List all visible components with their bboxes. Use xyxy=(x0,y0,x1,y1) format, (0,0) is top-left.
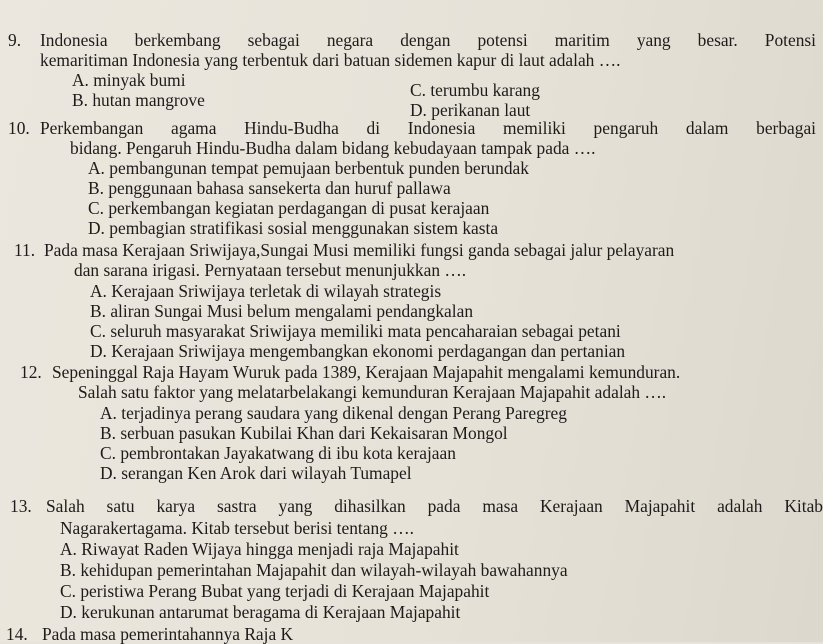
option-b: B. hutan mangrove xyxy=(72,90,205,110)
option-b: B. kehidupan pemerintahan Majapahit dan wilayah-wilayah bawahannya xyxy=(60,560,568,580)
option-a: A. Riwayat Raden Wijaya hingga menjadi raja Majapahit xyxy=(60,539,459,559)
question-stem-line: dan sarana irigasi. Pernyataan tersebut menunjukkan …. xyxy=(74,260,467,280)
question-stem-line: Sepeninggal Raja Hayam Wuruk pada 1389, Kerajaan Majapahit mengalami kemunduran. xyxy=(52,362,681,382)
question-stem-line: Nagarakertagama. Kitab tersebut berisi tentang …. xyxy=(60,518,414,538)
question-number: 10. xyxy=(8,118,30,138)
question-number: 9. xyxy=(8,30,22,50)
option-d: D. Kerajaan Sriwijaya mengembangkan ekonomi perdagangan dan pertanian xyxy=(90,341,626,361)
question-stem-line: Salah satu faktor yang melatarbelakangi kemunduran Kerajaan Majapahit adalah …. xyxy=(78,382,667,402)
option-a: A. pembangunan tempat pemujaan berbentuk punden berundak xyxy=(88,158,529,178)
option-b: B. aliran Sungai Musi belum mengalami pendangkalan xyxy=(90,301,474,321)
option-d: D. pembagian stratifikasi sosial menggunakan sistem kasta xyxy=(88,218,499,238)
question-stem-line: Pada masa pemerintahannya Raja K xyxy=(42,624,294,644)
question-stem-line: Salah satu karya sastra yang dihasilkan pada masa Kerajaan Majapahit adalah Kitab xyxy=(46,496,823,516)
option-a: A. terjadinya perang saudara yang dikenal dengan Perang Paregreg xyxy=(100,403,567,423)
question-stem-line: Indonesia berkembang sebagai negara dengan potensi maritim yang besar. Potensi xyxy=(40,30,816,50)
question-stem-line: Pada masa Kerajaan Sriwijaya,Sungai Musi memiliki fungsi ganda sebagai jalur pelayaran xyxy=(44,240,675,260)
question-number: 12. xyxy=(20,362,42,382)
question-stem-line: bidang. Pengaruh Hindu-Budha dalam bidang kebudayaan tampak pada …. xyxy=(70,138,596,158)
option-d: D. serangan Ken Arok dari wilayah Tumapel xyxy=(100,463,412,483)
option-b: B. serbuan pasukan Kubilai Khan dari Kekaisaran Mongol xyxy=(100,423,508,443)
option-d: D. kerukunan antarumat beragama di Kerajaan Majapahit xyxy=(60,602,461,622)
question-number: 11. xyxy=(14,240,36,260)
option-c: C. perkembangan kegiatan perdagangan di pusat kerajaan xyxy=(88,198,490,218)
option-c: C. pembrontakan Jayakatwang di ibu kota kerajaan xyxy=(100,443,456,463)
option-a: A. minyak bumi xyxy=(72,70,186,90)
question-stem-line: Perkembangan agama Hindu-Budha di Indonesia memiliki pengaruh dalam berbagai xyxy=(40,118,816,138)
question-number: 14. xyxy=(6,624,28,644)
question-number: 13. xyxy=(10,496,32,516)
option-b: B. penggunaan bahasa sansekerta dan huruf pallawa xyxy=(88,178,451,198)
option-d: D. perikanan laut xyxy=(410,100,531,120)
option-a: A. Kerajaan Sriwijaya terletak di wilayah strategis xyxy=(90,281,442,301)
option-c: C. terumbu karang xyxy=(410,80,540,100)
option-c: C. peristiwa Perang Bubat yang terjadi di Kerajaan Majapahit xyxy=(60,581,490,601)
option-c: C. seluruh masyarakat Sriwijaya memiliki mata pencaharaian sebagai petani xyxy=(90,321,621,341)
question-stem-line: kemaritiman Indonesia yang terbentuk dari batuan sidemen kapur di laut adalah …. xyxy=(40,50,621,70)
